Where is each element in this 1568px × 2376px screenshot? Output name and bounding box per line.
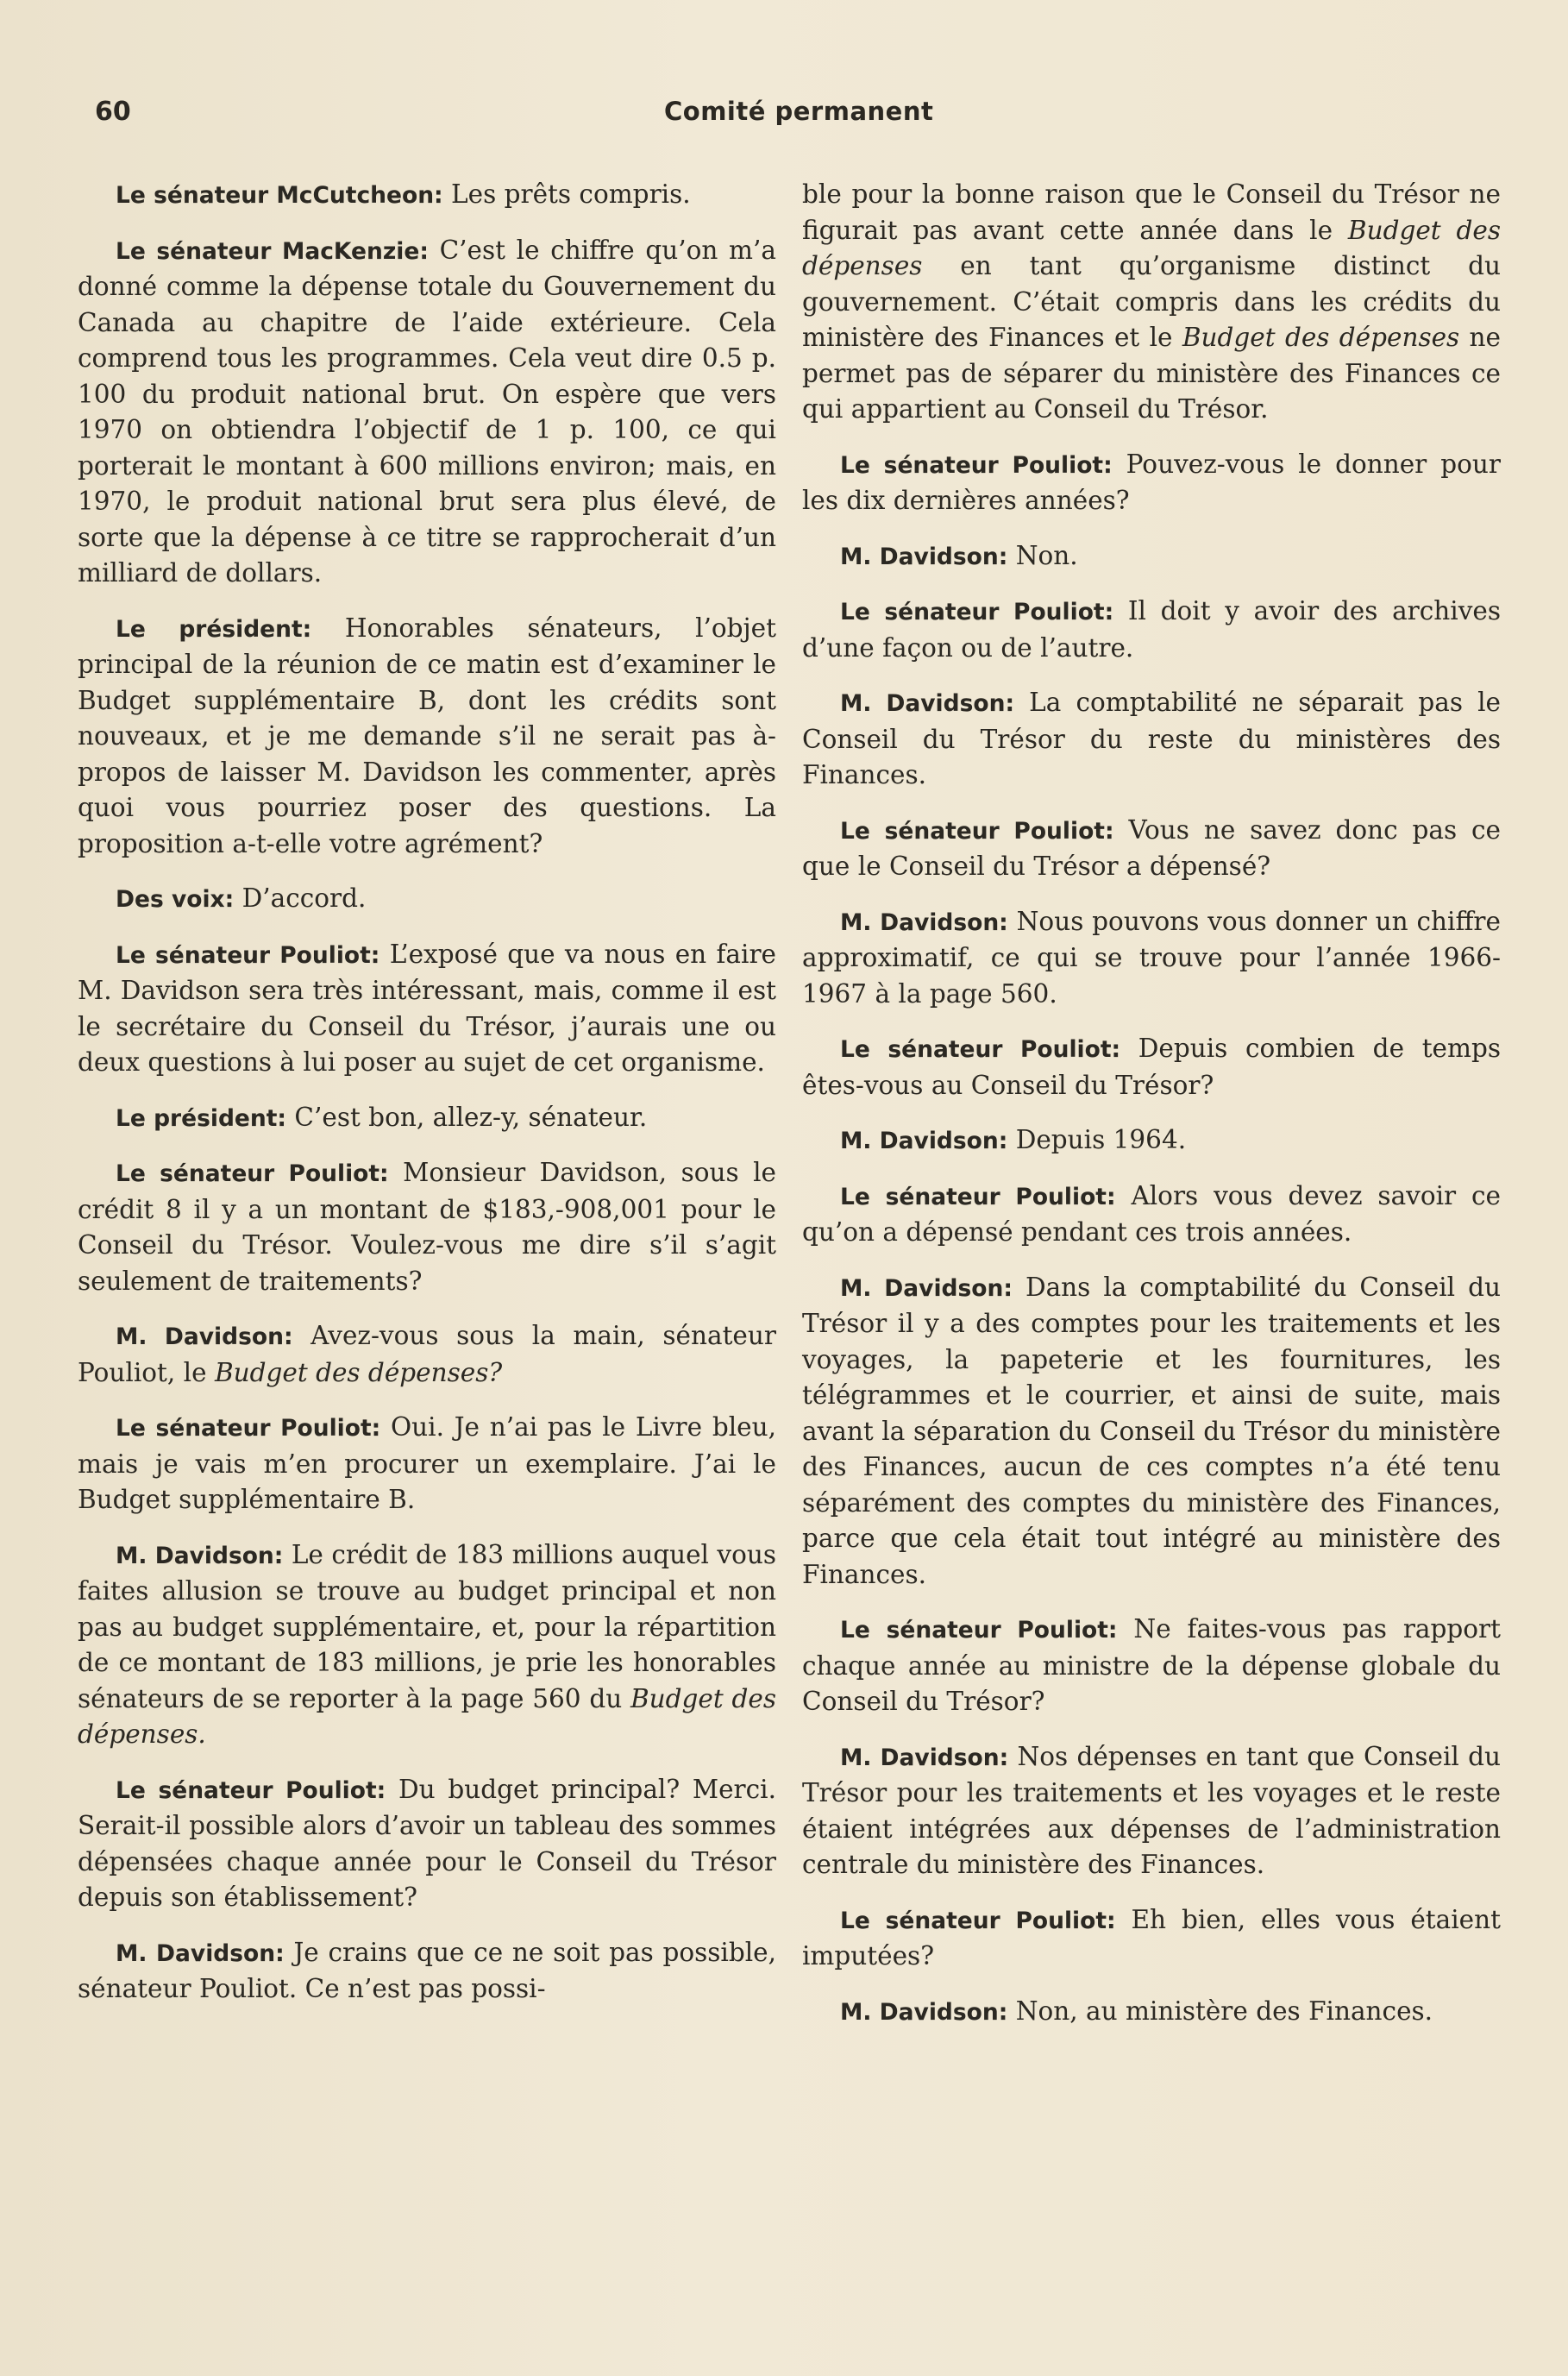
paragraph-text: L’exposé que va nous en faire M. Davidson sera très intéressant, mais, comme il est le secrétaire du Conseil du Trésor, j’aurais une ou deux questions à lui poser au sujet de cet organisme.	[78, 939, 776, 1077]
paragraph-text: Non, au ministère des Finances.	[1007, 1996, 1433, 2026]
page-number: 60	[95, 97, 131, 127]
paragraph-italic: Budget des dépenses.	[78, 1683, 776, 1749]
speaker-name: Le sénateur Pouliot:	[840, 451, 1113, 479]
speaker-name: Le sénateur Pouliot:	[840, 599, 1114, 625]
transcript-paragraph	[78, 611, 776, 863]
paragraph-text: Depuis combien de temps êtes-vous au Conseil du Trésor?	[802, 1034, 1501, 1100]
transcript-paragraph	[802, 904, 1501, 1013]
speaker-name: Le sénateur Pouliot:	[116, 941, 380, 969]
transcript-paragraph	[78, 1100, 776, 1137]
transcript-paragraph	[802, 447, 1501, 519]
paragraph-text: Eh bien, elles vous étaient imputées?	[802, 1904, 1501, 1971]
speaker-name: Le sénateur Pouliot:	[840, 817, 1114, 845]
speaker-name: Le sénateur Pouliot:	[116, 1160, 389, 1187]
paragraph-text: Non.	[1007, 540, 1078, 570]
left-column	[78, 177, 776, 2027]
speaker-name: M. Davidson:	[840, 1274, 1013, 1302]
speaker-name: Le président:	[116, 1104, 287, 1132]
paragraph-text: Vous ne savez donc pas ce que le Conseil du Trésor a dépensé?	[802, 814, 1501, 881]
speaker-name: M. Davidson:	[116, 1939, 285, 1967]
paragraph-text: Le crédit de 183 millions auquel vous faites allusion se trouve au budget principal et non pas au budget supplémentaire, et, pour la répartition de ce montant de 183 millions, je prie les honorables sénateurs de se reporter à la page 560 du	[78, 1539, 776, 1713]
speaker-name: M. Davidson:	[116, 1542, 284, 1569]
speaker-name: M. Davidson:	[840, 1128, 1008, 1154]
transcript-paragraph	[802, 685, 1501, 794]
paragraph-text: C’est bon, allez-y, sénateur.	[286, 1102, 648, 1132]
paragraph-text: Ne faites-vous pas rapport chaque année au ministre de la dépense globale du Conseil du Trésor?	[802, 1614, 1501, 1716]
speaker-name: M. Davidson:	[840, 1744, 1009, 1771]
paragraph-text: Honorables sénateurs, l’objet principal de la réunion de ce matin est d’examiner le Budget supplémentaire B, dont les crédits sont nouveaux, et je me demande s’il ne serait pas à-propos de laisser M. Davidson les commenter, après quoi vous pourriez poser des questions. La proposition a-t-elle votre agrément?	[78, 613, 776, 858]
paragraph-text: Alors vous devez savoir ce qu’on a dépensé pendant ces trois années.	[802, 1180, 1501, 1247]
paragraph-text: Les prêts compris.	[442, 179, 691, 209]
speaker-name: Le sénateur MacKenzie:	[116, 237, 429, 265]
speaker-name: Le président:	[116, 615, 312, 643]
transcript-paragraph	[802, 1994, 1501, 2031]
paragraph-text: en tant qu’organisme distinct du gouvernement. C’était compris dans les crédits du ministère des Finances et le	[802, 251, 1501, 352]
transcript-paragraph	[802, 594, 1501, 666]
transcript-paragraph	[802, 1179, 1501, 1251]
transcript-paragraph	[802, 538, 1501, 575]
transcript-paragraph	[78, 1772, 776, 1916]
paragraph-text: ble pour la bonne raison que le Conseil du Trésor ne figurait pas avant cette année dans le	[802, 179, 1501, 245]
paragraph-text: Nous pouvons vous donner un chiffre approximatif, ce qui se trouve pour l’année 1966-1967 à la page 560.	[802, 906, 1501, 1009]
speaker-name: Le sénateur Pouliot:	[116, 1776, 386, 1804]
transcript-paragraph	[78, 177, 776, 214]
transcript-paragraph	[78, 1318, 776, 1391]
transcript-paragraph	[78, 1537, 776, 1753]
speaker-name: Le sénateur Pouliot:	[840, 1036, 1121, 1063]
paragraph-text: La comptabilité ne séparait pas le Conseil du Trésor du reste du ministères des Finances.	[802, 688, 1501, 789]
paragraph-italic: Budget des dépenses?	[214, 1357, 503, 1387]
transcript-paragraph	[802, 1031, 1501, 1103]
speaker-name: M. Davidson:	[840, 690, 1015, 717]
paragraph-text: Dans la comptabilité du Conseil du Trésor il y a des comptes pour les traitements et les voyages, la papeterie et les fournitures, les télégrammes et le courrier, et ainsi de suite, mais avant la séparation du Conseil du Trésor du ministère des Finances, aucun de ces comptes n’a été tenu séparément des comptes du ministère des Finances, parce que cela était tout intégré au ministère des Finances.	[802, 1272, 1501, 1589]
paragraph-text: Oui. Je n’ai pas le Livre bleu, mais je vais m’en procurer un exemplaire. J’ai le Budget supplémentaire B.	[78, 1412, 776, 1514]
paragraph-text: Il doit y avoir des archives d’une façon ou de l’autre.	[802, 596, 1502, 663]
speaker-name: M. Davidson:	[840, 543, 1008, 570]
page-header	[95, 97, 947, 148]
paragraph-italic: Budget des dépenses	[1182, 323, 1460, 352]
speaker-name: M. Davidson:	[116, 1323, 293, 1350]
speaker-name: M. Davidson:	[840, 1998, 1008, 2026]
speaker-name: M. Davidson:	[840, 908, 1008, 936]
paragraph-text: Je crains que ce ne soit pas possible, sénateur Pouliot. Ce n’est pas possi-	[78, 1937, 776, 2003]
transcript-paragraph	[78, 881, 776, 918]
running-title: Comité permanent	[664, 97, 934, 126]
speaker-name: Le sénateur McCutcheon:	[116, 182, 443, 209]
transcript-paragraph	[78, 1155, 776, 1299]
transcript-paragraph	[802, 1902, 1501, 1975]
speaker-name: Le sénateur Pouliot:	[840, 1907, 1116, 1934]
transcript-paragraph	[802, 1739, 1501, 1883]
speaker-name: Des voix:	[116, 886, 235, 913]
transcript-paragraph	[802, 1612, 1501, 1720]
paragraph-text: ne permet pas de séparer du ministère des Finances ce qui appartient au Conseil du Trésor.	[802, 323, 1501, 424]
paragraph-text: Depuis 1964.	[1007, 1125, 1187, 1154]
right-column	[802, 177, 1501, 2049]
transcript-paragraph	[78, 1410, 776, 1518]
transcript-paragraph	[802, 177, 1501, 428]
transcript-paragraph	[78, 233, 776, 592]
paragraph-text: C’est le chiffre qu’on m’a donné comme la dépense totale du Gouvernement du Canada au chapitre de l’aide extérieure. Cela comprend tous les programmes. Cela veut dire 0.5 p. 100 du produit national brut. On espère que vers 1970 on obtiendra l’objectif de 1 p. 100, ce qui porterait le montant à 600 millions environ; mais, en 1970, le produit national brut sera plus élevé, de sorte que la dépense à ce titre se rapprocherait d’un milliard de dollars.	[78, 235, 776, 588]
transcript-paragraph	[78, 937, 776, 1081]
transcript-paragraph	[802, 813, 1501, 885]
paragraph-text: Nos dépenses en tant que Conseil du Trésor pour les traitements et les voyages et le reste étaient intégrées aux dépenses de l’administration centrale du ministère des Finances.	[802, 1741, 1501, 1879]
speaker-name: Le sénateur Pouliot:	[840, 1183, 1116, 1210]
speaker-name: Le sénateur Pouliot:	[116, 1415, 381, 1442]
paragraph-text: Avez-vous sous la main, sénateur Pouliot, le	[78, 1321, 776, 1387]
paragraph-text: Pouvez-vous le donner pour les dix dernières années?	[802, 449, 1501, 515]
paragraph-text: Du budget principal? Merci. Serait-il possible alors d’avoir un tableau des sommes dépensées chaque année pour le Conseil du Trésor depuis son établissement?	[78, 1774, 776, 1912]
transcript-paragraph	[78, 1935, 776, 2008]
transcript-paragraph	[802, 1122, 1501, 1160]
paragraph-text: D’accord.	[234, 883, 367, 913]
speaker-name: Le sénateur Pouliot:	[840, 1617, 1118, 1644]
paragraph-italic: Budget des dépenses	[802, 215, 1501, 280]
paragraph-text: Monsieur Davidson, sous le crédit 8 il y a un montant de $183,-908,001 pour le Conseil du Trésor. Voulez-vous me dire s’il s’agit seulement de traitements?	[78, 1158, 777, 1296]
transcript-paragraph	[802, 1270, 1501, 1593]
